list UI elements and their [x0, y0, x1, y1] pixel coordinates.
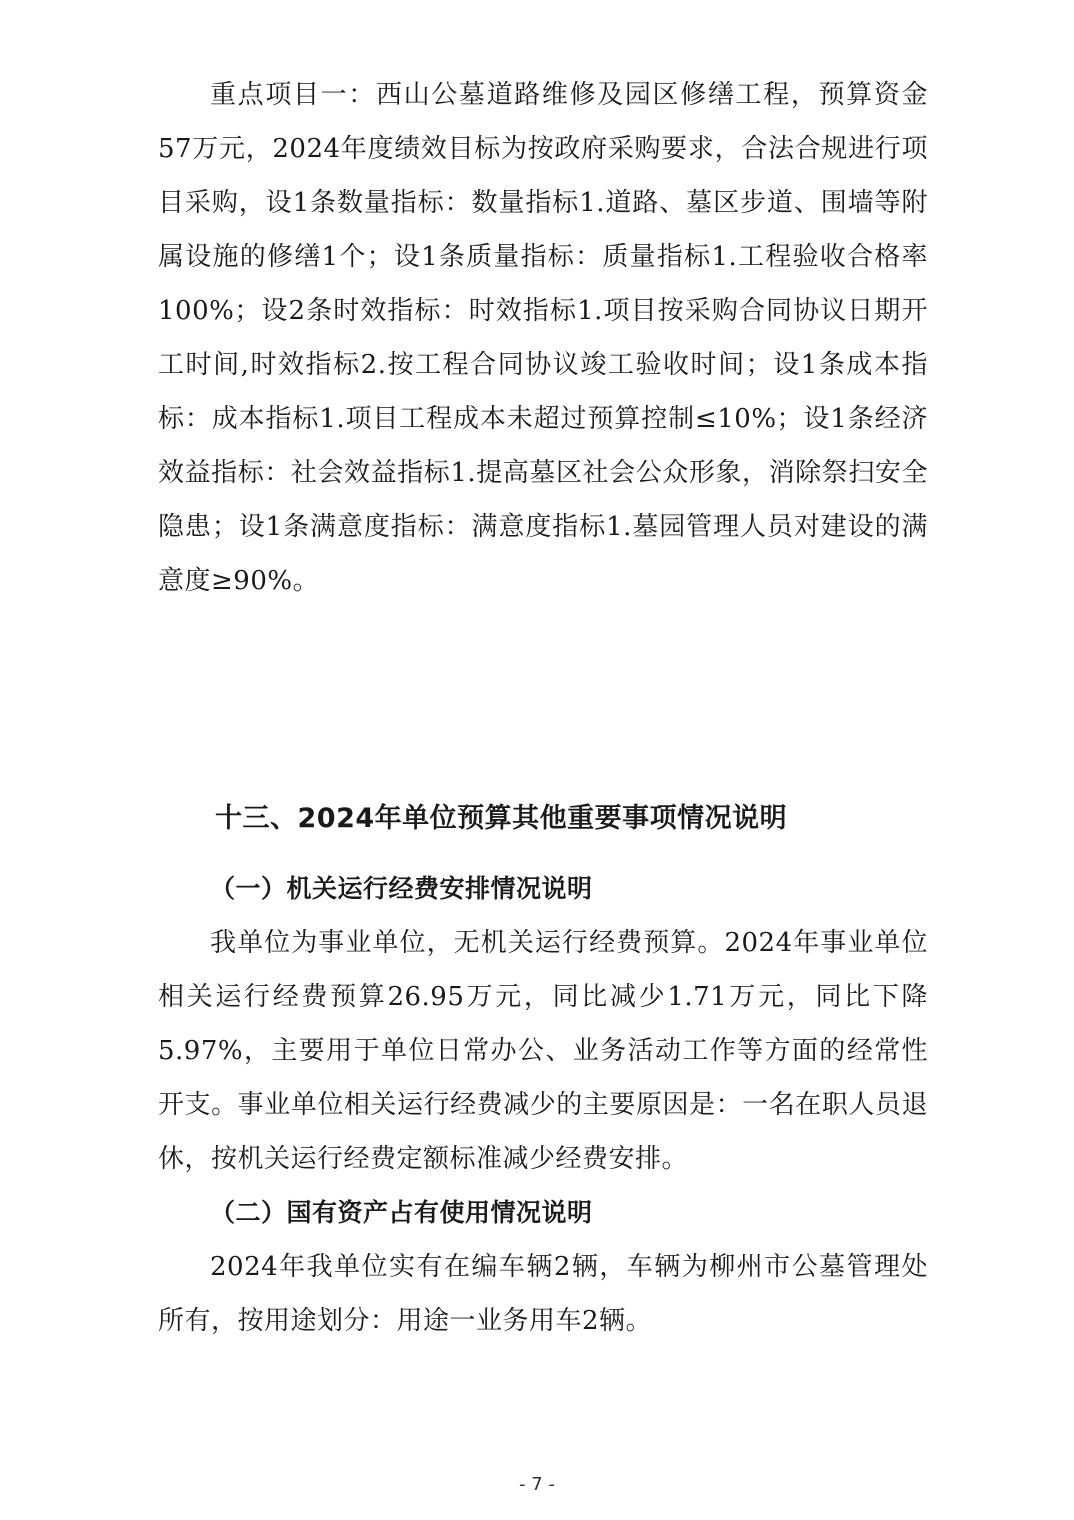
section-13-body [158, 862, 928, 1348]
state-assets-paragraph: 2024年我单位实有在编车辆2辆，车辆为柳州市公墓管理处所有，按用途划分：用途一业务用车2辆。 [158, 1252, 928, 1336]
page-number: - 7 - [519, 1474, 555, 1495]
section-13-heading: 十三、2024年单位预算其他重要事项情况说明 [215, 803, 788, 834]
state-assets-subheading: （二）国有资产占有使用情况说明 [210, 1198, 593, 1227]
operating-expense-subheading: （一）机关运行经费安排情况说明 [210, 874, 593, 903]
operating-expense-paragraph: 我单位为事业单位，无机关运行经费预算。2024年事业单位相关运行经费预算26.95万元，同比减少1.71万元，同比下降5.97%，主要用于单位日常办公、业务活动工作等方面的经常性开支。事业单位相关运行经费减少的主要原因是：一名在职人员退休，按机关运行经费定额标准减少经费安排。 [158, 928, 928, 1174]
project-block [158, 68, 928, 608]
key-project-paragraph: 重点项目一：西山公墓道路维修及园区修缮工程，预算资金57万元，2024年度绩效目标为按政府采购要求，合法合规进行项目采购，设1条数量指标：数量指标1.道路、墓区步道、围墙等附属设施的修缮1个；设1条质量指标：质量指标1.工程验收合格率100%；设2条时效指标：时效指标1.项目按采购合同协议日期开工时间,时效指标2.按工程合同协议竣工验收时间；设1条成本指标：成本指标1.项目工程成本未超过预算控制≤10%；设1条经济效益指标：社会效益指标1.提高墓区社会公众形象，消除祭扫安全隐患；设1条满意度指标：满意度指标1.墓园管理人员对建设的满意度≥90%。 [158, 80, 928, 596]
